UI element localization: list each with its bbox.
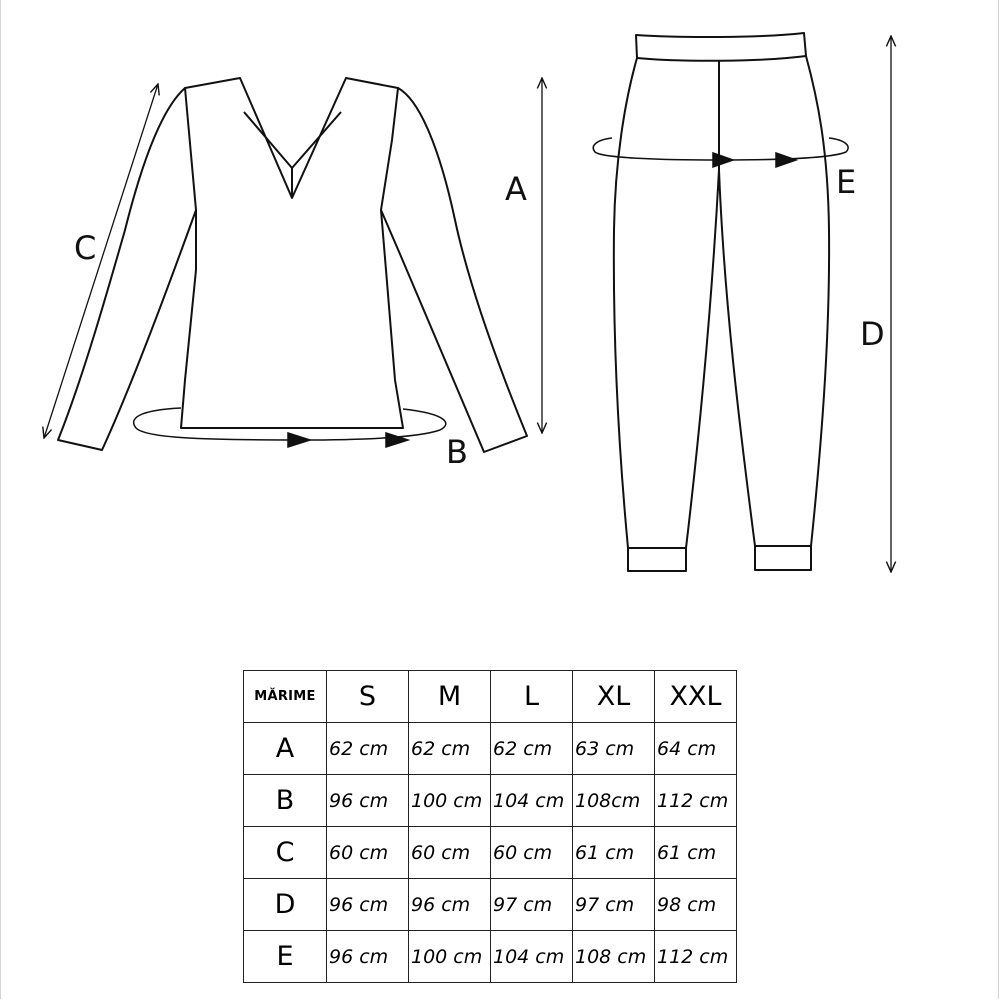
- top-left-sleeve: [58, 88, 196, 450]
- row-key: E: [244, 931, 327, 983]
- table-cell: 61 cm: [655, 827, 737, 879]
- table-cell: 96 cm: [327, 931, 409, 983]
- table-cell: 100 cm: [409, 775, 491, 827]
- table-cell: 96 cm: [327, 775, 409, 827]
- row-key: A: [244, 723, 327, 775]
- size-header-xxl: XXL: [655, 671, 737, 723]
- table-row: [244, 723, 737, 775]
- size-table: [243, 670, 737, 983]
- table-cell: 60 cm: [491, 827, 573, 879]
- pants-waistband: [636, 33, 806, 61]
- size-header-l: L: [491, 671, 573, 723]
- table-cell: 96 cm: [409, 879, 491, 931]
- arrow-c: [44, 84, 158, 438]
- table-cell: 104 cm: [491, 931, 573, 983]
- table-cell: 61 cm: [573, 827, 655, 879]
- arrow-e: [593, 138, 848, 167]
- size-header-row: [244, 671, 737, 723]
- table-cell: 98 cm: [655, 879, 737, 931]
- row-key: C: [244, 827, 327, 879]
- table-row: [244, 879, 737, 931]
- top-body-outline: [181, 78, 403, 428]
- table-cell: 97 cm: [491, 879, 573, 931]
- pants-left-cuff: [628, 548, 686, 571]
- label-e: E: [836, 163, 857, 201]
- table-cell: 108 cm: [573, 931, 655, 983]
- row-key: B: [244, 775, 327, 827]
- table-cell: 97 cm: [573, 879, 655, 931]
- table-cell: 112 cm: [655, 931, 737, 983]
- table-cell: 112 cm: [655, 775, 737, 827]
- row-key: D: [244, 879, 327, 931]
- table-row: [244, 931, 737, 983]
- pants-outline: [614, 56, 829, 548]
- table-cell: 62 cm: [409, 723, 491, 775]
- pants-garment: [614, 33, 829, 571]
- size-header-s: S: [327, 671, 409, 723]
- size-header-corner: MĂRIME: [244, 671, 327, 723]
- top-right-sleeve: [381, 88, 527, 452]
- table-cell: 104 cm: [491, 775, 573, 827]
- size-header-xl: XL: [573, 671, 655, 723]
- label-a: A: [505, 170, 527, 208]
- table-cell: 62 cm: [491, 723, 573, 775]
- table-row: [244, 827, 737, 879]
- table-cell: 60 cm: [327, 827, 409, 879]
- table-cell: 96 cm: [327, 879, 409, 931]
- table-cell: 64 cm: [655, 723, 737, 775]
- top-garment: [58, 78, 527, 452]
- table-cell: 60 cm: [409, 827, 491, 879]
- table-cell: 63 cm: [573, 723, 655, 775]
- label-d: D: [860, 315, 885, 353]
- label-c: C: [74, 229, 97, 267]
- table-cell: 100 cm: [409, 931, 491, 983]
- size-header-m: M: [409, 671, 491, 723]
- table-row: [244, 775, 737, 827]
- table-cell: 62 cm: [327, 723, 409, 775]
- label-b: B: [446, 433, 468, 471]
- table-cell: 108cm: [573, 775, 655, 827]
- pants-right-cuff: [755, 546, 811, 570]
